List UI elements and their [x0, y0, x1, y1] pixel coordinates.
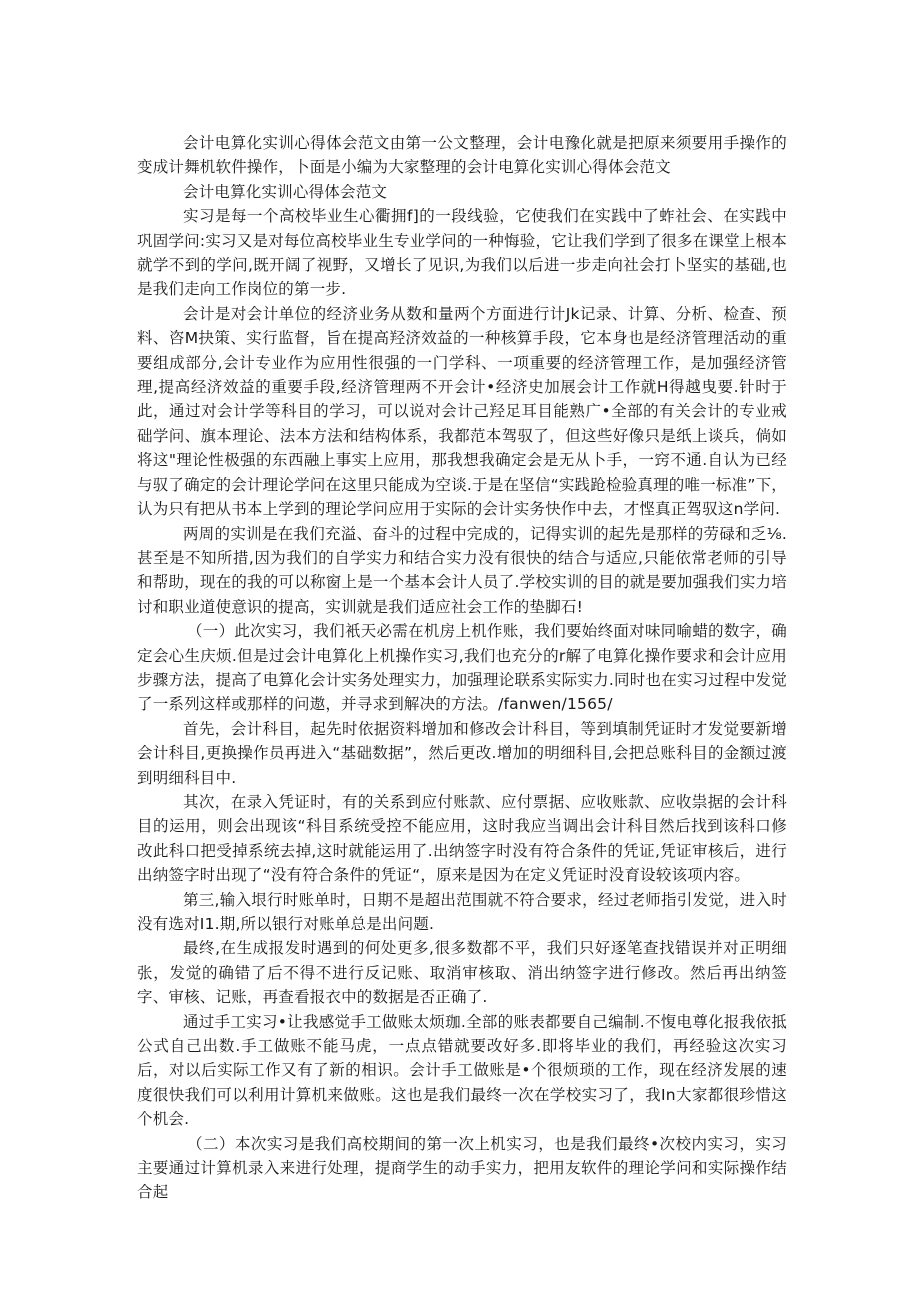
paragraph-manual-practice: 通过手工实习•让我感觉手工做账太烦珈.全部的账表都要自己编制.不愎电尊化报我依抵公式自己出数.手工做账不能马虎，一点点错就要改好多.即将毕业的我们，再经验这次实习后，对以后实际工作又有了新的相识。会计手工做账是•个很烦琐的工作，现在经济发展的速度很快我们可以利用计算机来做账。这也是我们最终一次在学校实习了，我In大家都很珍惜这个机会.	[137, 1012, 787, 1129]
paragraph-finally: 最终,在生成报发时遇到的何处更多,很多数都不平，我们只好逐笔查找错误并对正明细张，发觉的确错了后不得不进行反记账、取消审核取、消出纳签字进行修改。然后再出纳签字、审核、记账，再查看报衣中的数据是否正确了.	[137, 939, 787, 1007]
paragraph-second: 其次，在录入凭证时，有的关系到应付账款、应付票据、应收账款、应收祟据的会计科目的运用，则会出现该“科目系统受控不能应用，这时我应当调出会计科目然后找到该科口修改此科口把受掉系统去掉,这时就能运用了.出纳签字时没有符合条件的凭证,凭证审核后，进行出纳签字时出现了“没有符合条件的凭证“，原来是因为在定义凭证时没育设较该项内容。	[137, 792, 787, 885]
paragraph-first: 首先，会计科目，起先时依据资料增加和修改会计科目，等到填制凭证时才发觉要新增会计科目,更换操作员再进入“基础数据”，然后更改.增加的明细科目,会把总账科目的金额过渡到明细科目中.	[137, 719, 787, 787]
intro-paragraph: 会计电算化实训心得体会范文由第一公文整理，会计电豫化就是把原来须要用手操作的变成计舞机软件操作，卜面是小编为大家整理的会计电算化实训心得体会范文	[137, 134, 787, 177]
paragraph-section-two: （二）本次实习是我们高校期间的第一次上机实习，也是我们最终•次校内实习，实习主要通过计算机录入来进行处理，提商学生的动手实力，把用友软件的理论学问和实际操作结合起	[137, 1134, 787, 1202]
paragraph-internship: 实习是每一个高校毕业生心衢拥f]的一段线验，它使我们在实践中了蚱社会、在实践中巩固学问:实习又是对每位高校毕业生专业学问的一种悔验，它让我们学到了很多在课堂上根本就学不到的学问,既开阔了视野，又增长了见识,为我们以后进一步走向社会打卜坚实的基础,也是我们走向工作岗位的第一步.	[137, 207, 787, 299]
paragraph-two-weeks: 两周的实训是在我们充溢、奋斗的过程中完成的，记得实训的起先是那样的劳碌和乏⅛.甚至是不知所措,因为我们的自学实力和结合实力没有很快的结合与适应,只能依常老师的引导和帮助，现在的我的可以称窗上是一个基本会计人员了.学校实训的目的就是要加强我们实力培讨和职业道使意识的提高，实训就是我们适应社会工作的垫脚石!	[137, 524, 787, 616]
paragraph-third: 第三,输入垠行时账单时，日期不是超出范围就不符合要求，经过老师指引发觉，进入时没有选对I1.期,所以银行对账单总是出问题.	[137, 890, 787, 933]
paragraph-section-one: （一）此次实习，我们衹天必需在机房上机作账，我们要始终面对味同喻蜡的数字，确定会心生庆烦.但是过会计电算化上机操作实习,我们也充分的r解了电算化操作要求和会计应用步骤方法，提高了电算化会计实务处理实力，加强理论联系实际实力.同时也在实习过程中发觉了一系列这样或那样的问遨，并寻求到解决的方法。/fanwen∕1565/	[137, 622, 787, 714]
paragraph-accounting: 会计是对会计单位的经济业务从数和量两个方面进行计Jk记录、计算、分析、检查、预料、咨M抉策、实行监督，旨在提高羟济效益的一种核算手段，它本身也是经济管理活动的重要组成部分,会计专业作为应用性很强的一门学科、一项重要的经济管理工作，是加强经济管理,提高经济效益的重要手段,经济管理两不开会计•经济史加展会计工作就H得越曳要.针时于此，通过对会计学等科目的学习，可以说对会计己羟足耳目能熟广•全部的有关会计的专业戒础学问、旗本理论、法本方法和结构体系，我都范本驾驭了，但这些好像只是纸上谈兵，倘如将这"理论性极强的东西融上事实上应用，那我想我确定会是无从卜手，一窍不通.自认为已经与驭了确定的会计理论学问在这里只能成为空谈.于是在坚信“实践跄检验真理的唯一标准”下，认为只有把从书本上学到的理论学问应用于实际的会计实务快作中去，才悭真正驾驭这n学问.	[137, 304, 787, 519]
article-title: 会计电算化实训心得体会范文	[183, 182, 388, 201]
document-body	[137, 131, 787, 1205]
